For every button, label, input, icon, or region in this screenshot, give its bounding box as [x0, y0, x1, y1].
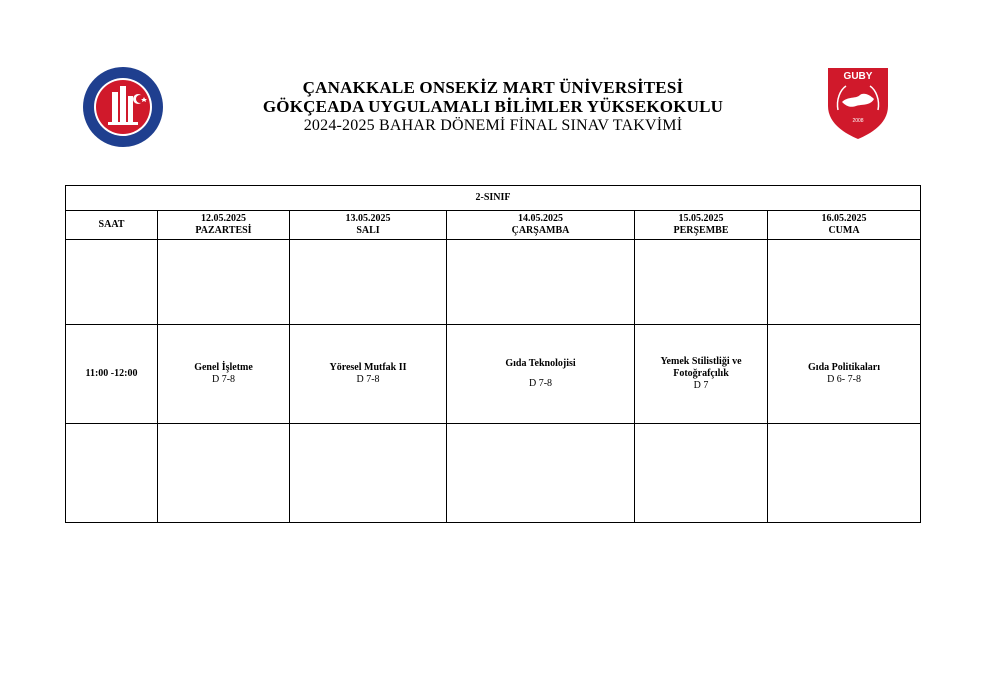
empty-cell: [66, 424, 158, 523]
day-name: ÇARŞAMBA: [511, 225, 570, 236]
empty-cell: [447, 240, 635, 325]
exam-cell: [768, 325, 921, 424]
course-name: Yemek Stilistliği ve Fotoğrafçılık: [660, 356, 742, 379]
room-name: D 6- 7-8: [827, 374, 861, 385]
empty-cell: [635, 240, 768, 325]
day-header: [635, 211, 768, 240]
day-date: 16.05.2025: [821, 213, 867, 224]
course-name: Yöresel Mutfak II: [329, 362, 407, 373]
exam-cell: [290, 325, 447, 424]
document-header: [200, 78, 786, 135]
empty-cell: [290, 424, 447, 523]
exam-cell: [447, 325, 635, 424]
day-name: SALI: [356, 225, 380, 236]
course-name: Gıda Politikaları: [808, 362, 880, 373]
empty-cell: [158, 240, 290, 325]
empty-cell: [447, 424, 635, 523]
empty-cell: [768, 424, 921, 523]
school-logo: [826, 66, 890, 140]
empty-cell: [290, 240, 447, 325]
day-header: [290, 211, 447, 240]
university-name: ÇANAKKALE ONSEKİZ MART ÜNİVERSİTESİ: [302, 78, 684, 97]
room-name: D 7-8: [528, 378, 553, 389]
school-name: GÖKÇEADA UYGULAMALI BİLİMLER YÜKSEKOKULU: [262, 97, 724, 116]
empty-cell: [158, 424, 290, 523]
class-title-row: [66, 186, 921, 211]
course-name: Genel İşletme: [194, 362, 253, 373]
empty-row: [66, 424, 921, 523]
day-name: CUMA: [828, 225, 860, 236]
empty-cell: [635, 424, 768, 523]
day-date: 14.05.2025: [518, 213, 563, 224]
day-name: PAZARTESİ: [195, 225, 252, 236]
university-logo: [82, 66, 164, 148]
day-date: 15.05.2025: [678, 213, 724, 224]
exam-cell: [158, 325, 290, 424]
class-title: 2-SINIF: [66, 186, 921, 211]
empty-cell: [66, 240, 158, 325]
day-header: [158, 211, 290, 240]
exam-row: [66, 325, 921, 424]
day-header: [447, 211, 635, 240]
empty-cell: [768, 240, 921, 325]
room-name: D 7-8: [356, 374, 380, 385]
school-logo-text: GUBY: [843, 71, 873, 82]
day-date: 12.05.2025: [201, 213, 246, 224]
day-date: 13.05.2025: [345, 213, 391, 224]
day-name: PERŞEMBE: [673, 225, 729, 236]
schedule-title: 2024-2025 BAHAR DÖNEMİ FİNAL SINAV TAKVİMİ: [303, 117, 683, 134]
empty-row: [66, 240, 921, 325]
school-logo-year: 2008: [852, 118, 864, 124]
time-header: SAAT: [66, 211, 158, 240]
exam-schedule-table: [65, 185, 921, 523]
header-row: [66, 211, 921, 240]
room-name: D 7-8: [211, 374, 236, 385]
time-cell: 11:00 -12:00: [66, 325, 158, 424]
course-name: Gıda Teknolojisi: [505, 358, 576, 369]
day-header: [768, 211, 921, 240]
room-name: D 7: [693, 380, 709, 391]
exam-cell: [635, 325, 768, 424]
